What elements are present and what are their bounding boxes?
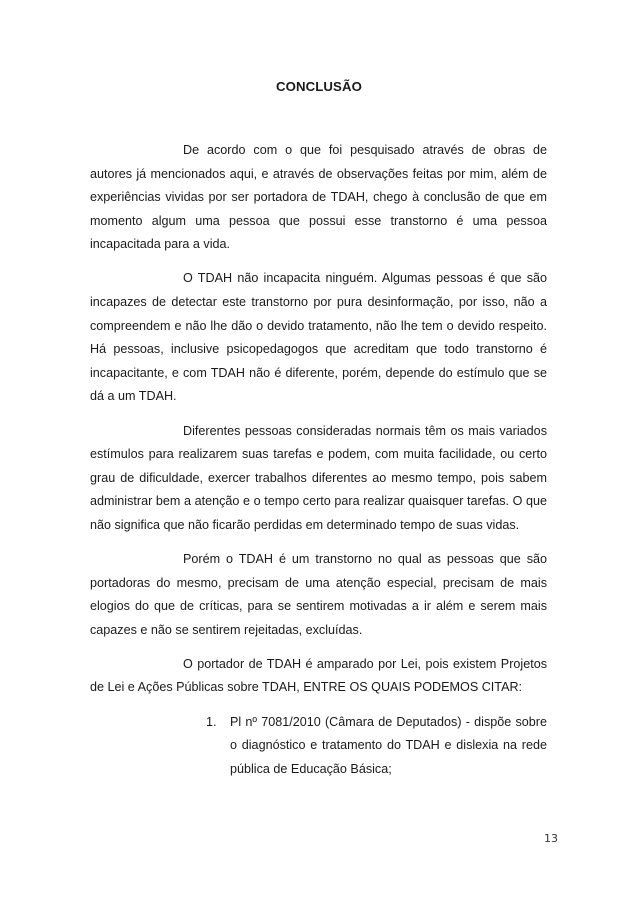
paragraph-3: Diferentes pessoas consideradas normais têm os mais variados estímulos para realizarem suas tarefas e podem, com muita facilidade, ou certo grau de dificuldade, exercer trabalhos diferentes ao mesmo tempo, pois sabem administrar bem a atenção e o tempo certo para realizar quaisquer tarefas. O que não significa que não ficarão perdidas em determinado tempo de suas vidas. [90,423,547,532]
paragraph-1: De acordo com o que foi pesquisado através de obras de autores já mencionados aqui, e através de observações feitas por mim, além de experiências vividas por ser portadora de TDAH, chego à conclusão de que em momento algum uma pessoa que possui esse transtorno é uma pessoa incapacitada para a vida. [90,143,547,252]
list-item-number: 1. [206,714,217,729]
list-item-text: Pl nº 7081/2010 (Câmara de Deputados) - dispõe sobre o diagnóstico e tratamento do TDAH e dislexia na rede pública de Educação Básica; [230,714,547,776]
law-projects-list [90,711,547,782]
section-title: CONCLUSÃO [276,79,362,94]
list-item [90,711,547,782]
body-text [90,139,547,781]
paragraph-2: O TDAH não incapacita ninguém. Algumas pessoas é que são incapazes de detectar este transtorno por pura desinformação, por isso, não a compreendem e não lhe dão o devido tratamento, não lhe tem o devido respeito. Há pessoas, inclusive psicopedagogos que acreditam que todo transtorno é incapacitante, e com TDAH não é diferente, porém, depende do estímulo que se dá a um TDAH. [90,271,547,404]
paragraph-5: O portador de TDAH é amparado por Lei, pois existem Projetos de Lei e Ações Públicas sobre TDAH, ENTRE OS QUAIS PODEMOS CITAR: [90,656,547,695]
page-number: 13 [544,832,558,845]
paragraph-4: Porém o TDAH é um transtorno no qual as pessoas que são portadoras do mesmo, precisam de uma atenção especial, precisam de mais elogios do que de críticas, para se sentirem motivadas a ir além e serem mais capazes e não se sentirem rejeitadas, excluídas. [90,552,547,637]
